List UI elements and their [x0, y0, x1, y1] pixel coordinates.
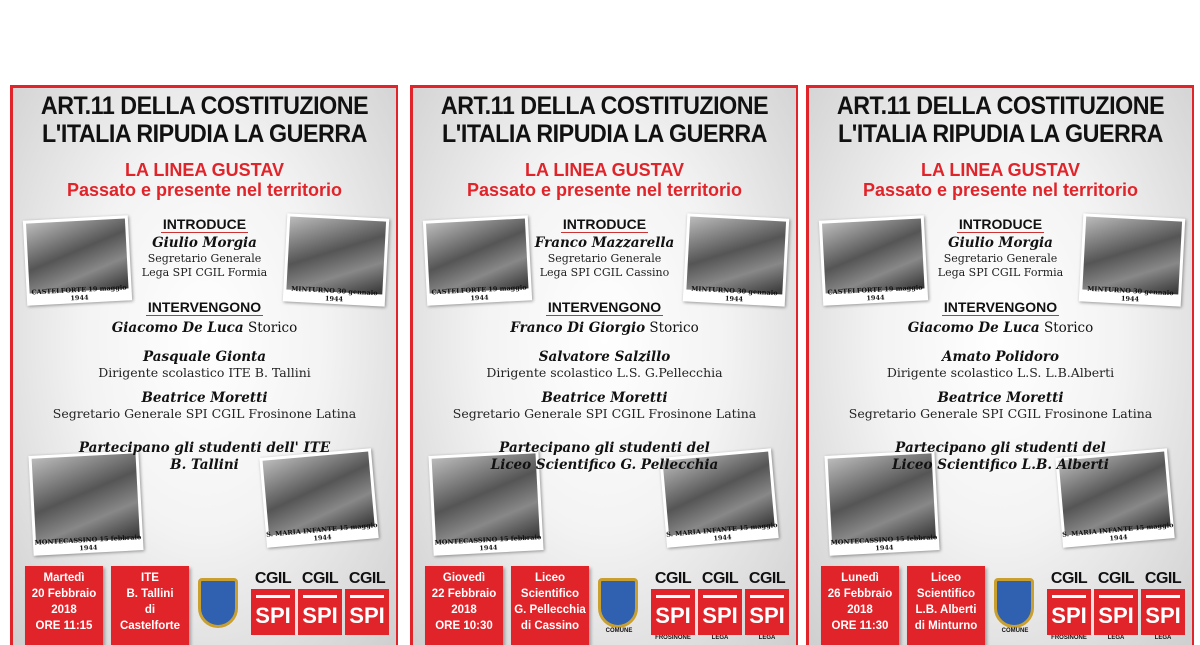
photo-caption: MONTECASSINO 15 febbraio 1944: [434, 533, 542, 553]
logo-mark: SPI: [651, 589, 695, 635]
intervengono-heading: [809, 299, 1192, 315]
photo-caption: S. MARIA INFANTE 15 maggio 1944: [265, 521, 378, 543]
date-line: 20 Febbraio: [31, 588, 97, 600]
speaker1-role: Storico: [243, 320, 298, 336]
logo-word: CGIL: [1097, 570, 1135, 587]
speaker1-role: Storico: [645, 320, 699, 336]
logo-label: FROSINONE: [655, 635, 691, 641]
crest-label: COMUNE: [605, 628, 633, 634]
intro-speaker-name: Giulio Morgia: [152, 235, 257, 251]
speaker3-name: Beatrice Moretti: [141, 390, 268, 406]
photo-caption: S. MARIA INFANTE 15 maggio 1944: [1061, 521, 1174, 543]
logo-word: CGIL: [348, 570, 386, 587]
venue-line: B. Tallini: [126, 588, 174, 600]
venue-line: ITE: [141, 572, 159, 584]
cgil-spi-logo: [1094, 570, 1138, 641]
date-box: [821, 566, 899, 645]
introduce-label: INTRODUCE: [562, 216, 647, 232]
municipality-crest-icon: [994, 578, 1034, 628]
date-line: Martedì: [43, 572, 85, 584]
logo-word: CGIL: [301, 570, 339, 587]
speaker3-role: Segretario Generale SPI CGIL Frosinone Latina: [452, 406, 757, 421]
speaker1-name: Giacomo De Luca: [907, 320, 1040, 336]
date-line: 2018: [51, 604, 77, 616]
date-line: ORE 11:30: [831, 620, 889, 632]
date-line: 22 Febbraio: [431, 588, 497, 600]
logo-word: CGIL: [748, 570, 786, 587]
intro-speaker-role: Segretario Generale: [547, 252, 662, 265]
photo-caption: MINTURNO 30 gennaio 1944: [291, 284, 378, 304]
logo-mark: SPI: [1141, 589, 1185, 635]
poster-title-line1: ART.11 DELLA COSTITUZIONE: [440, 92, 769, 120]
logo-label: LEGA: [758, 635, 776, 641]
speaker3-name: Beatrice Moretti: [541, 390, 668, 406]
venue-line: Castelforte: [119, 620, 181, 632]
speaker1: [13, 320, 396, 336]
students-line2: Liceo Scientifico G. Pellecchia: [490, 457, 719, 473]
crest-label: COMUNE: [1001, 628, 1029, 634]
photo-caption: MONTECASSINO 15 febbraio 1944: [34, 533, 142, 553]
logo-word: CGIL: [1050, 570, 1088, 587]
speaker3-role: Segretario Generale SPI CGIL Frosinone Latina: [52, 406, 357, 421]
poster-title-line2: L'ITALIA RIPUDIA LA GUERRA: [838, 120, 1163, 148]
venue-line: Scientifico: [916, 588, 976, 600]
date-line: 2018: [847, 604, 873, 616]
speaker2-name: Salvatore Salzillo: [538, 349, 671, 365]
speaker1-name: Giacomo De Luca: [111, 320, 244, 336]
cgil-spi-logo: [651, 570, 695, 641]
speaker1-name: Franco Di Giorgio: [510, 320, 646, 336]
cgil-spi-logo: [745, 570, 789, 641]
logo-label: LEGA: [1154, 635, 1172, 641]
logo-mark: SPI: [345, 589, 389, 635]
speaker2-name: Amato Polidoro: [941, 349, 1060, 365]
poster-subtitle-line1: LA LINEA GUSTAV: [525, 160, 684, 180]
cgil-spi-logo: [1141, 570, 1185, 641]
event-poster: [806, 85, 1194, 645]
logo-mark: SPI: [1094, 589, 1138, 635]
poster-subtitle-line1: LA LINEA GUSTAV: [921, 160, 1080, 180]
speaker1: [809, 320, 1192, 336]
logo-mark: SPI: [698, 589, 742, 635]
intro-speaker-org: Lega SPI CGIL Cassino: [539, 266, 670, 279]
students-line2: Liceo Scientifico L.B. Alberti: [892, 457, 1109, 473]
poster-subtitle-line2: Passato e presente nel territorio: [466, 180, 743, 200]
intro-speaker-org: Lega SPI CGIL Formia: [141, 266, 268, 279]
introduce-label: INTRODUCE: [958, 216, 1043, 232]
venue-line: L.B. Alberti: [915, 604, 977, 616]
date-box: [25, 566, 103, 645]
date-line: ORE 10:30: [435, 620, 493, 632]
photo-caption: CASTELFORTE 19 maggio 1944: [31, 283, 127, 303]
photo-caption: MINTURNO 30 gennaio 1944: [691, 284, 778, 304]
poster-title-line2: L'ITALIA RIPUDIA LA GUERRA: [442, 120, 767, 148]
logo-mark: SPI: [745, 589, 789, 635]
speaker2-role: Dirigente scolastico ITE B. Tallini: [98, 365, 311, 380]
cgil-spi-logo: [251, 570, 295, 635]
municipality-crest-icon: [198, 578, 238, 628]
cgil-spi-logo: [698, 570, 742, 641]
event-poster: [10, 85, 398, 645]
poster-subtitle-line1: LA LINEA GUSTAV: [125, 160, 284, 180]
poster-title-line1: ART.11 DELLA COSTITUZIONE: [40, 92, 369, 120]
venue-line: di Cassino: [520, 620, 580, 632]
date-line: ORE 11:15: [35, 620, 93, 632]
date-box: [425, 566, 503, 645]
photo-caption: CASTELFORTE 19 maggio 1944: [827, 283, 923, 303]
speaker3-name: Beatrice Moretti: [937, 390, 1064, 406]
cgil-spi-logo: [298, 570, 342, 635]
venue-line: di Minturno: [914, 620, 978, 632]
cgil-spi-logo: [1047, 570, 1091, 641]
venue-line: Liceo: [930, 572, 962, 584]
date-line: 26 Febbraio: [827, 588, 893, 600]
speaker3-role: Segretario Generale SPI CGIL Frosinone Latina: [848, 406, 1153, 421]
logo-word: CGIL: [1144, 570, 1182, 587]
students-line1: Partecipano gli studenti del: [499, 440, 710, 456]
logo-word: CGIL: [254, 570, 292, 587]
intervengono-heading: [13, 299, 396, 315]
speaker1-role: Storico: [1039, 320, 1094, 336]
logo-label: FROSINONE: [1051, 635, 1087, 641]
intervengono-label: INTERVENGONO: [943, 299, 1058, 315]
intro-speaker-name: Franco Mazzarella: [534, 235, 675, 251]
logo-word: CGIL: [654, 570, 692, 587]
cgil-spi-logo: [345, 570, 389, 635]
date-line: 2018: [451, 604, 477, 616]
venue-line: Liceo: [534, 572, 566, 584]
date-line: Lunedì: [841, 572, 879, 584]
students-line2: B. Tallini: [170, 457, 239, 473]
logo-word: CGIL: [701, 570, 739, 587]
intervengono-label: INTERVENGONO: [547, 299, 662, 315]
students-line1: Partecipano gli studenti del: [895, 440, 1106, 456]
introduce-heading: [413, 216, 796, 232]
photo-caption: MONTECASSINO 15 febbraio 1944: [830, 533, 938, 553]
photo-caption: S. MARIA INFANTE 15 maggio 1944: [665, 521, 778, 543]
introduce-heading: [809, 216, 1192, 232]
poster-subtitle-line2: Passato e presente nel territorio: [862, 180, 1139, 200]
poster-title-line1: ART.11 DELLA COSTITUZIONE: [836, 92, 1165, 120]
venue-box: [907, 566, 985, 645]
intro-speaker-role: Segretario Generale: [943, 252, 1058, 265]
venue-box: [511, 566, 589, 645]
intervengono-label: INTERVENGONO: [147, 299, 262, 315]
speaker1: [413, 320, 796, 336]
logo-mark: SPI: [298, 589, 342, 635]
logo-mark: SPI: [251, 589, 295, 635]
poster-title-line2: L'ITALIA RIPUDIA LA GUERRA: [42, 120, 367, 148]
logo-mark: SPI: [1047, 589, 1091, 635]
venue-line: Scientifico: [520, 588, 580, 600]
date-line: Giovedì: [442, 572, 486, 584]
intervengono-heading: [413, 299, 796, 315]
introduce-heading: [13, 216, 396, 232]
intro-speaker-name: Giulio Morgia: [948, 235, 1053, 251]
logo-label: LEGA: [711, 635, 729, 641]
speaker2-name: Pasquale Gionta: [142, 349, 267, 365]
intro-speaker-org: Lega SPI CGIL Formia: [937, 266, 1064, 279]
introduce-label: INTRODUCE: [162, 216, 247, 232]
poster-subtitle-line2: Passato e presente nel territorio: [66, 180, 343, 200]
speaker2-role: Dirigente scolastico L.S. G.Pellecchia: [486, 365, 723, 380]
photo-caption: CASTELFORTE 19 maggio 1944: [431, 283, 527, 303]
municipality-crest-icon: [598, 578, 638, 628]
photo-caption: MINTURNO 30 gennaio 1944: [1087, 284, 1174, 304]
speaker2-role: Dirigente scolastico L.S. L.B.Alberti: [886, 365, 1115, 380]
intro-speaker-role: Segretario Generale: [147, 252, 262, 265]
venue-line: G. Pellecchia: [514, 604, 586, 616]
venue-box: [111, 566, 189, 645]
venue-line: di: [144, 604, 156, 616]
event-poster: [410, 85, 798, 645]
students-line1: Partecipano gli studenti dell' ITE: [78, 440, 331, 456]
logo-label: LEGA: [1107, 635, 1125, 641]
